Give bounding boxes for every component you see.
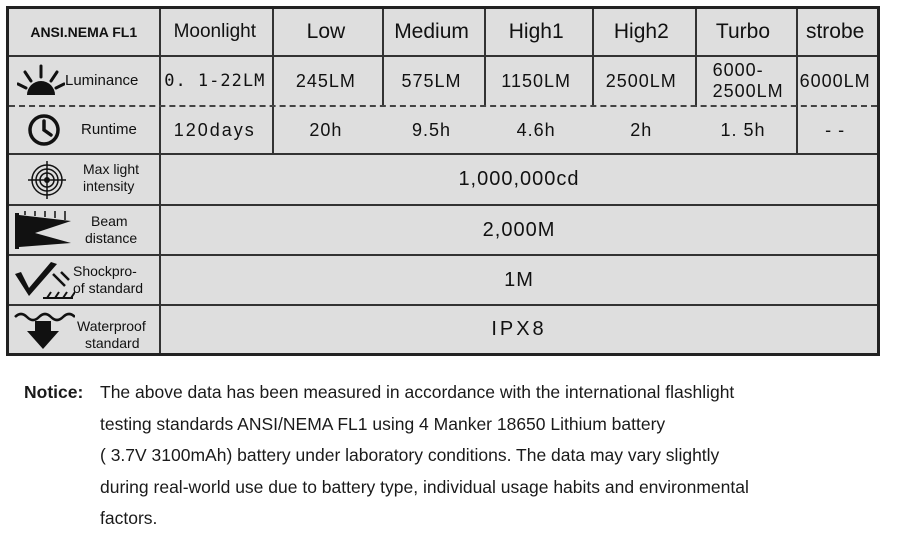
water-label-cell <box>9 306 159 353</box>
luminance-row <box>9 57 877 105</box>
header-mode-low: Low <box>306 20 346 43</box>
max-intensity-label-line1: Max light <box>83 161 140 177</box>
notice-line: testing standards ANSI/NEMA FL1 using 4 Manker 18650 Lithium battery <box>100 413 666 434</box>
header-mode-moonlight: Moonlight <box>173 21 256 42</box>
runtime-high1: 4.6h <box>516 119 556 140</box>
runtime-label-cell <box>9 107 158 153</box>
header-mode-turbo: Turbo <box>715 20 771 43</box>
luminance-medium: 575LM <box>401 70 462 91</box>
runtime-row <box>9 107 877 153</box>
luminance-moonlight: 0. 1-22LM <box>164 71 266 91</box>
runtime-turbo: 1. 5h <box>720 119 766 140</box>
shock-label-line1: Shockpro- <box>73 263 137 279</box>
luminance-turbo-line1: 6000- <box>712 60 764 80</box>
runtime-strobe: - - <box>825 119 846 140</box>
water-label-line2: standard <box>85 335 140 351</box>
runtime-low: 20h <box>309 119 343 140</box>
beam-value: 2,000M <box>482 218 556 241</box>
header-standard-label: ANSI.NEMA FL1 <box>30 24 138 40</box>
target-icon <box>27 160 67 200</box>
luminance-low: 245LM <box>295 70 356 91</box>
max-intensity-value: 1,000,000cd <box>458 168 580 190</box>
runtime-moonlight: 120days <box>173 119 256 140</box>
header-row <box>9 9 877 55</box>
beam-label <box>85 213 137 247</box>
spec-table <box>6 6 880 356</box>
runtime-label: Runtime <box>81 121 137 138</box>
max-intensity-label-cell <box>9 155 159 204</box>
beam-label-line2: distance <box>85 230 138 246</box>
water-label <box>77 318 146 352</box>
luminance-high2: 2500LM <box>605 70 677 91</box>
waterproof-icon <box>13 309 75 351</box>
max-intensity-label <box>83 161 139 195</box>
notice-label: Notice: <box>24 382 84 402</box>
luminance-turbo-line2: 2500LM <box>712 81 784 101</box>
shock-value: 1M <box>504 268 534 291</box>
beam-label-cell <box>9 206 159 254</box>
runtime-medium: 9.5h <box>412 119 452 140</box>
luminance-label-cell <box>9 57 158 105</box>
clock-icon <box>27 113 61 147</box>
sun-icon <box>17 63 65 99</box>
shockproof-icon <box>13 260 75 300</box>
header-mode-high1: High1 <box>508 20 564 43</box>
header-mode-strobe: strobe <box>805 20 865 43</box>
water-value: IPX8 <box>491 318 547 340</box>
notice-line: ( 3.7V 3100mAh) battery under laboratory conditions. The data may vary slightly <box>100 445 720 465</box>
luminance-high1: 1150LM <box>501 70 571 91</box>
max-intensity-label-line2: intensity <box>83 178 135 194</box>
shock-label <box>73 263 143 297</box>
notice-line: during real-world use due to battery type, individual usage habits and environmental <box>100 476 749 497</box>
beam-icon <box>15 211 73 249</box>
header-mode-high2: High2 <box>613 20 669 43</box>
water-label-line1: Waterproof <box>77 318 146 334</box>
beam-label-line1: Beam <box>91 213 128 229</box>
notice-line: factors. <box>100 508 158 528</box>
shock-label-cell <box>9 256 159 304</box>
runtime-high2: 2h <box>630 119 653 140</box>
luminance-turbo <box>693 57 794 105</box>
luminance-strobe: 6000LM <box>799 70 871 91</box>
luminance-label: Luminance <box>65 72 139 89</box>
notice-text <box>100 377 880 535</box>
notice-line: The above data has been measured in accordance with the international flashlight <box>100 382 735 402</box>
shock-label-line2: of standard <box>73 280 144 296</box>
header-mode-medium: Medium <box>394 20 469 43</box>
